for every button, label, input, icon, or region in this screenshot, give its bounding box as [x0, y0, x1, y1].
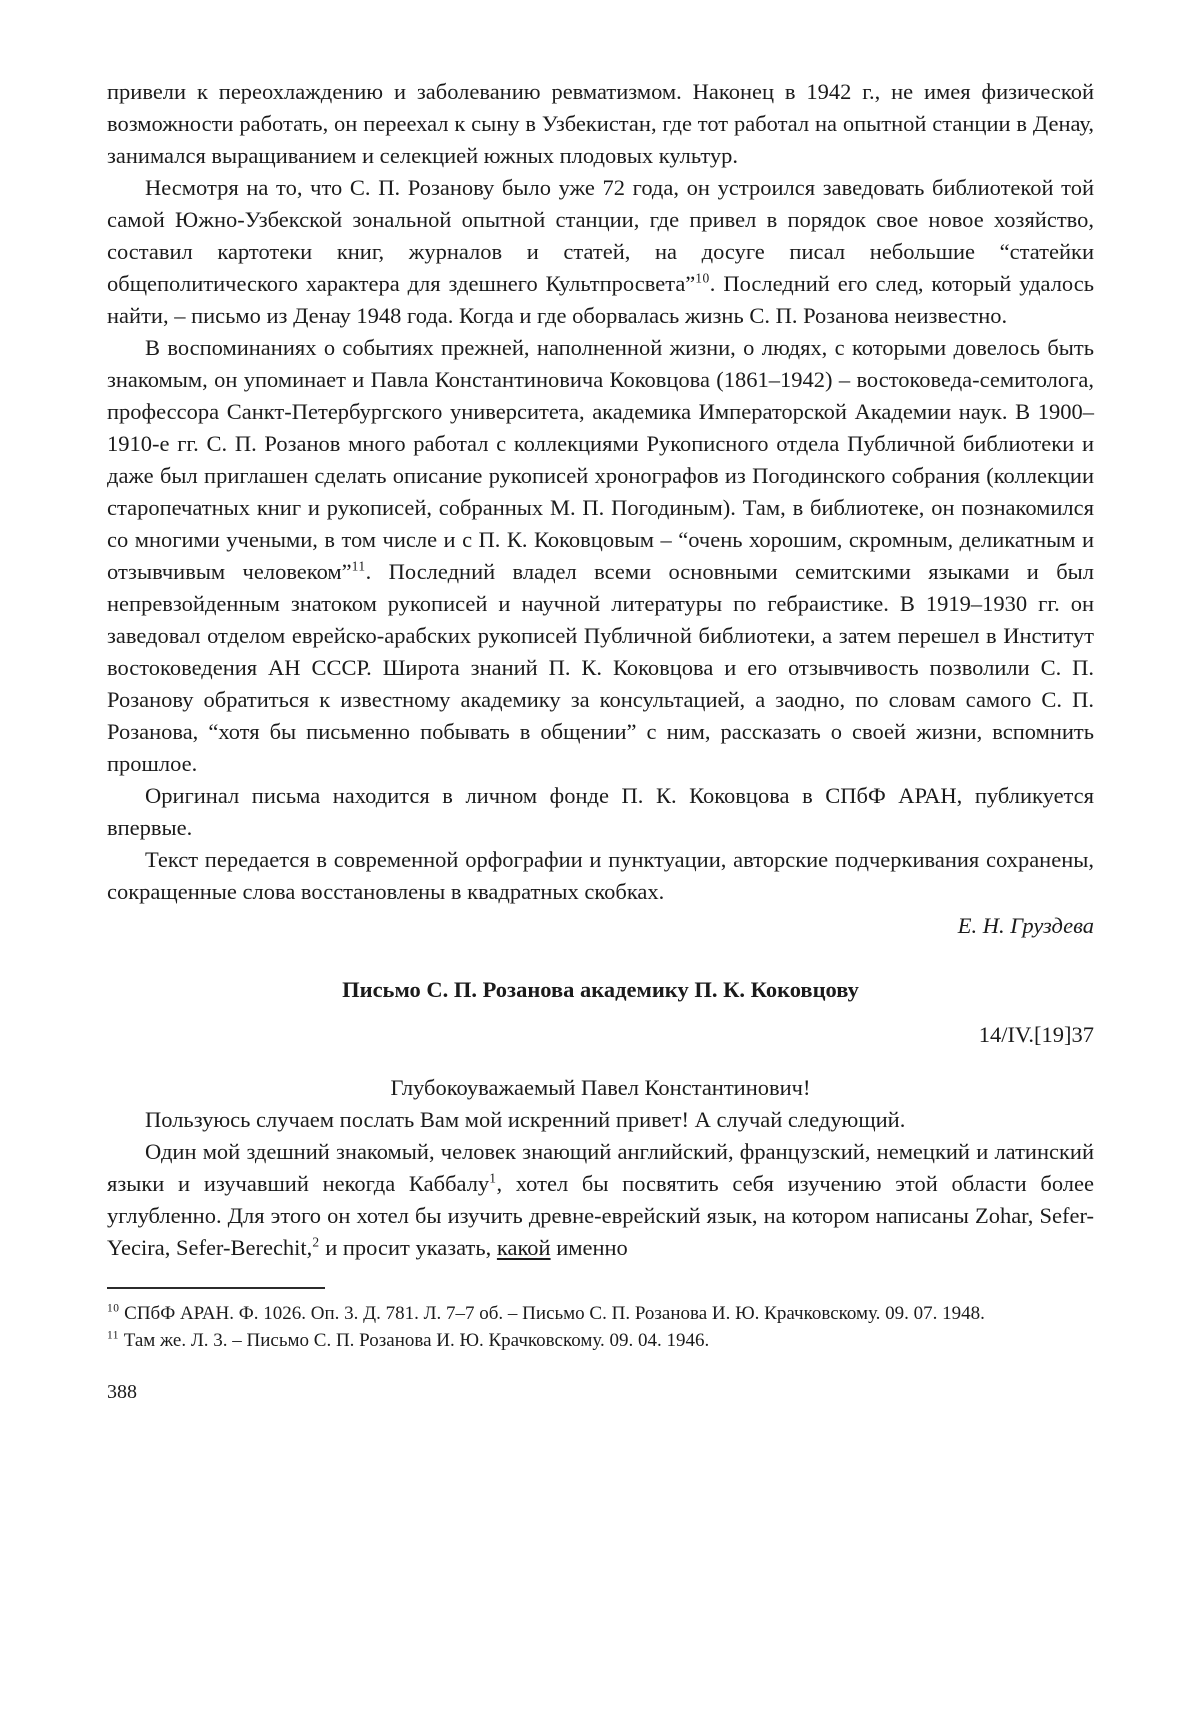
footnote-marker: 11: [351, 558, 366, 574]
paragraph: В воспоминаниях о событиях прежней, наполненной жизни, о людях, с которыми довелось быть знакомым, он упоминает и Павла Константиновича Коковцова (1861–1942) – востоковеда-семитолога, профессора Санкт-Петербургского университета, академика Императорской Академии наук. В 1900–1910-е гг. С. П. Розанов много работал с коллекциями Рукописного отдела Публичной библиотеки и даже был приглашен сделать описание рукописей хронографов из Погодинского собрания (коллекции старопечатных книг и рукописей, собранных М. П. Погодиным). Там, в библиотеке, он познакомился со многими учеными, в том числе и с П. К. Коковцовым – “очень хорошим, скромным, деликатным и отзывчивым человеком”$^{11}$. Последний владел всеми основными семитскими языками и был непревзойденным знатоком рукописей и научной литературы по гебраистике. В 1919–1930 гг. он заведовал отделом еврейско-арабских рукописей Публичной библиотеки, а затем перешел в Институт востоковедения АН СССР. Широта знаний П. К. Коковцова и его отзывчивость позволили С. П. Розанову обратиться к известному академику за консультацией, а заодно, по словам самого С. П. Розанова, “хотя бы письменно побывать в общении” с ним, рассказать о своей жизни, вспомнить прошлое.: [107, 335, 1095, 776]
paragraph: Текст передается в современной орфографии и пунктуации, авторские подчеркивания сохранены, сокращенные слова восстановлены в квадратных скобках.: [107, 847, 1094, 904]
page-number: 388: [107, 1381, 137, 1403]
footnote-marker: 1: [489, 1170, 497, 1186]
main-text: [107, 76, 1094, 908]
paragraph: Несмотря на то, что С. П. Розанову было уже 72 года, он устроился заведовать библиотекой той самой Южно-Узбекской зональной опытной станции, где привел в порядок свое новое хозяйство, составил картотеки книг, журналов и статей, на досуге писал небольшие “статейки общеполитического характера для здешнего Культпросвета”$^{10}$. Последний его след, который удалось найти, – письмо из Денау 1948 года. Когда и где оборвалась жизнь С. П. Розанова неизвестно.: [107, 175, 1094, 328]
letter-body: [107, 1104, 1094, 1264]
footnote: $^{10}$ СПбФ АРАН. Ф. 1026. Оп. 3. Д. 781. Л. 7–7 об. – Письмо С. П. Розанова И. Ю. Крачковскому. 09. 07. 1948.: [107, 1302, 985, 1324]
letter-paragraph: Один мой здешний знакомый, человек знающий английский, французский, немецкий и латинский языки и изучавший некогда Каббалу$^1$, хотел бы посвятить себя изучению этой области более углубленно. Для этого он хотел бы изучить древне-еврейский язык, на котором написаны Zohar, Sefer-Yecira, Sefer-Berechit,$^2$ и просит указать, какой именно: [107, 1139, 1094, 1260]
footnote-list: [107, 1301, 1094, 1354]
footnote-marker: 10: [107, 1302, 120, 1315]
author-signature: Е. Н. Груздева: [957, 913, 1094, 938]
paragraph-continuation: привели к переохлаждению и заболеванию ревматизмом. Наконец в 1942 г., не имея физической возможности работать, он переехал к сыну в Узбекистан, где тот работал на опытной станции в Денау, занимался выращиванием и селекцией южных плодовых культур.: [107, 79, 1094, 168]
footnote-separator: [107, 1287, 325, 1289]
underlined-word: какой: [496, 1235, 551, 1260]
letter-salutation: Глубокоуважаемый Павел Константинович!: [390, 1075, 811, 1100]
paragraph: Оригинал письма находится в личном фонде П. К. Коковцова в СПбФ АРАН, публикуется впервые.: [107, 783, 1094, 840]
footnote-marker: 11: [107, 1329, 119, 1342]
footnote-marker: 2: [312, 1234, 320, 1250]
footnotes-section: [107, 1287, 1094, 1354]
letter-paragraph: Пользуюсь случаем послать Вам мой искренний привет! А случай следующий.: [145, 1107, 906, 1132]
letter-date: 14/IV.[19]37: [978, 1022, 1094, 1047]
letter-heading: Письмо С. П. Розанова академику П. К. Коковцову: [342, 977, 859, 1002]
footnote: $^{11}$ Там же. Л. 3. – Письмо С. П. Розанова И. Ю. Крачковскому. 09. 04. 1946.: [107, 1329, 710, 1351]
footnote-marker: 10: [695, 270, 710, 286]
page-text-block: [107, 76, 1094, 1408]
